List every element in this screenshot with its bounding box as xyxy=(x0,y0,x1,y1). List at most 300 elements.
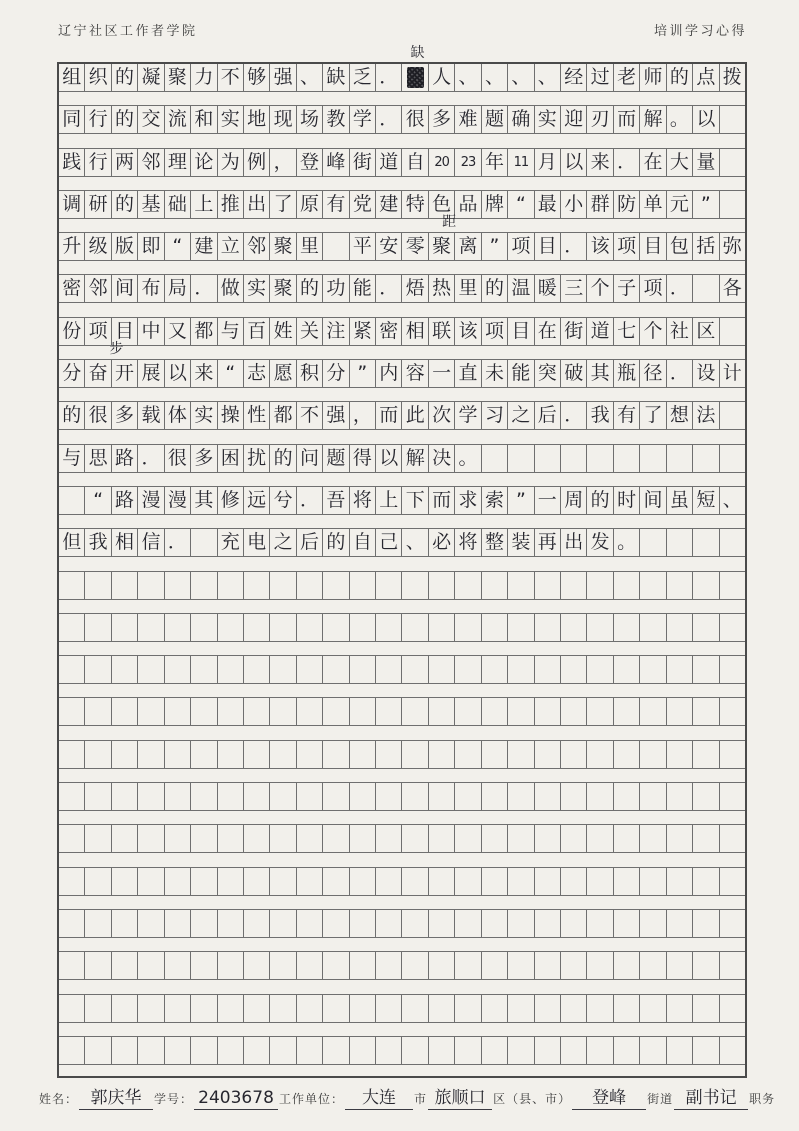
grid-cell xyxy=(482,995,508,1022)
grid-cell xyxy=(429,656,455,683)
row-gap xyxy=(59,515,745,529)
grid-cell: 内 xyxy=(376,360,402,387)
grid-cell: 愿 xyxy=(270,360,296,387)
grid-cell: 一 xyxy=(429,360,455,387)
grid-cell xyxy=(244,995,270,1022)
grid-cell xyxy=(244,1037,270,1064)
grid-cell xyxy=(218,995,244,1022)
grid-cell xyxy=(508,614,534,641)
row-gap xyxy=(59,684,745,698)
grid-cell xyxy=(693,572,719,599)
grid-cell: 性 xyxy=(244,402,270,429)
grid-cell xyxy=(112,825,138,852)
grid-cell xyxy=(402,825,428,852)
grid-cell xyxy=(720,1037,745,1064)
grid-cell xyxy=(667,783,693,810)
grid-cell xyxy=(376,1037,402,1064)
grid-cell: 突 xyxy=(535,360,561,387)
grid-cell: 而 xyxy=(614,106,640,133)
grid-cell: 电 xyxy=(244,529,270,556)
grid-cell: ． xyxy=(138,445,164,472)
grid-cell: 子 xyxy=(614,275,640,302)
grid-cell: 建 xyxy=(376,191,402,218)
grid-cell xyxy=(508,995,534,1022)
grid-cell xyxy=(640,698,666,725)
grid-cell xyxy=(59,614,85,641)
grid-cell xyxy=(535,445,561,472)
grid-cell xyxy=(482,445,508,472)
grid-cell xyxy=(138,698,164,725)
grid-cell xyxy=(244,698,270,725)
grid-cell xyxy=(614,698,640,725)
grid-cell xyxy=(720,783,745,810)
grid-cell xyxy=(693,1037,719,1064)
grid-cell xyxy=(165,952,191,979)
grid-cell xyxy=(297,656,323,683)
grid-cell xyxy=(191,910,217,937)
grid-cell xyxy=(667,741,693,768)
grid-cell: 弥 xyxy=(722,235,742,258)
grid-cell: 兮 xyxy=(270,487,296,514)
grid-cell: 元 xyxy=(667,191,693,218)
grid-cell xyxy=(693,656,719,683)
grid-cell xyxy=(59,910,85,937)
grid-cell xyxy=(376,952,402,979)
grid-cell xyxy=(508,1037,534,1064)
grid-cell: 了 xyxy=(270,191,296,218)
grid-cell xyxy=(376,910,402,937)
grid-cell: 防 xyxy=(614,191,640,218)
grid-cell xyxy=(297,783,323,810)
grid-cell xyxy=(720,698,745,725)
manuscript-grid xyxy=(57,62,747,1078)
grid-cell xyxy=(720,529,745,556)
grid-row xyxy=(59,825,745,853)
grid-cell xyxy=(59,741,85,768)
institution-title: 辽宁社区工作者学院 xyxy=(58,23,198,38)
grid-cell: 其 xyxy=(587,360,613,387)
grid-cell: 瓶 xyxy=(614,360,640,387)
grid-cell: 索 xyxy=(482,487,508,514)
grid-cell: 础 xyxy=(165,191,191,218)
grid-cell: 但 xyxy=(59,529,85,556)
grid-cell xyxy=(218,910,244,937)
grid-cell xyxy=(138,910,164,937)
grid-cell: 局 xyxy=(165,275,191,302)
grid-cell xyxy=(350,825,376,852)
grid-cell xyxy=(614,741,640,768)
grid-cell: 即 xyxy=(138,233,164,260)
grid-cell xyxy=(191,783,217,810)
grid-cell: 多 xyxy=(191,445,217,472)
grid-cell xyxy=(112,868,138,895)
footer-label: 学号： xyxy=(154,1091,194,1106)
grid-cell xyxy=(429,995,455,1022)
grid-cell: 密 xyxy=(376,318,402,345)
grid-cell: 下 xyxy=(402,487,428,514)
grid-cell: 登 xyxy=(297,149,323,176)
grid-cell xyxy=(667,995,693,1022)
grid-cell xyxy=(244,910,270,937)
grid-cell xyxy=(138,825,164,852)
grid-cell: 题 xyxy=(323,445,349,472)
footer-value-underline: 2403678 xyxy=(194,1089,278,1110)
grid-row xyxy=(59,487,745,515)
grid-cell xyxy=(667,445,693,472)
grid-cell: ， xyxy=(270,149,296,176)
grid-cell xyxy=(614,1037,640,1064)
grid-cell xyxy=(270,656,296,683)
grid-cell: 而 xyxy=(429,487,455,514)
grid-cell xyxy=(429,868,455,895)
grid-cell xyxy=(720,445,745,472)
grid-cell xyxy=(508,572,534,599)
grid-cell: 群 xyxy=(587,191,613,218)
row-gap xyxy=(59,557,745,571)
row-gap xyxy=(59,303,745,317)
grid-cell: 来 xyxy=(587,149,613,176)
grid-cell xyxy=(614,445,640,472)
grid-cell xyxy=(720,572,745,599)
grid-cell xyxy=(376,656,402,683)
grid-cell: 单 xyxy=(640,191,666,218)
grid-cell: 个 xyxy=(640,318,666,345)
grid-cell: 目 xyxy=(640,233,666,260)
grid-cell: 牌 xyxy=(482,191,508,218)
grid-cell xyxy=(191,825,217,852)
grid-row xyxy=(59,233,745,261)
grid-cell: 、 xyxy=(482,64,508,91)
grid-cell xyxy=(535,1037,561,1064)
grid-cell xyxy=(270,995,296,1022)
grid-cell: 调 xyxy=(59,191,85,218)
grid-cell xyxy=(59,572,85,599)
grid-cell: 乏 xyxy=(350,64,376,91)
grid-cell: 党 xyxy=(350,191,376,218)
grid-cell xyxy=(429,572,455,599)
grid-cell: 品 xyxy=(455,191,481,218)
grid-cell: 体 xyxy=(165,402,191,429)
grid-cell: ． xyxy=(614,149,640,176)
grid-cell xyxy=(482,910,508,937)
grid-cell: 的 xyxy=(587,487,613,514)
grid-cell: 积 xyxy=(297,360,323,387)
grid-cell xyxy=(429,614,455,641)
grid-cell xyxy=(508,445,534,472)
grid-cell xyxy=(323,741,349,768)
grid-cell xyxy=(535,572,561,599)
grid-cell xyxy=(535,868,561,895)
grid-cell xyxy=(693,952,719,979)
grid-cell xyxy=(508,783,534,810)
grid-cell xyxy=(508,698,534,725)
grid-cell xyxy=(323,614,349,641)
grid-cell xyxy=(350,1037,376,1064)
grid-cell: “ xyxy=(85,487,111,514)
grid-cell: 为 xyxy=(218,149,244,176)
grid-cell: 级 xyxy=(85,233,111,260)
grid-cell xyxy=(191,529,217,556)
grid-cell: 注 xyxy=(323,318,349,345)
grid-cell xyxy=(614,572,640,599)
grid-cell: 教 xyxy=(323,106,349,133)
grid-cell xyxy=(640,1037,666,1064)
grid-cell xyxy=(667,868,693,895)
grid-cell: 能 xyxy=(350,275,376,302)
grid-cell xyxy=(667,910,693,937)
grid-cell xyxy=(191,656,217,683)
grid-cell: 做 xyxy=(218,275,244,302)
grid-cell xyxy=(429,698,455,725)
grid-cell: 该 xyxy=(455,318,481,345)
grid-cell xyxy=(508,910,534,937)
grid-cell xyxy=(59,952,85,979)
grid-cell xyxy=(270,910,296,937)
grid-cell xyxy=(297,1037,323,1064)
grid-row xyxy=(59,360,745,388)
grid-cell xyxy=(455,868,481,895)
grid-row xyxy=(59,910,745,938)
grid-cell: 充 xyxy=(218,529,244,556)
grid-cell: 凝 xyxy=(138,64,164,91)
grid-cell: 的 xyxy=(270,445,296,472)
grid-cell xyxy=(561,868,587,895)
grid-cell xyxy=(614,910,640,937)
grid-cell: 百 xyxy=(244,318,270,345)
footer-label: 区（县、市） xyxy=(493,1091,572,1106)
grid-cell: 力 xyxy=(191,64,217,91)
grid-cell: 再 xyxy=(535,529,561,556)
grid-cell: 后 xyxy=(535,402,561,429)
grid-cell xyxy=(191,614,217,641)
grid-cell xyxy=(667,825,693,852)
row-gap xyxy=(59,811,745,825)
grid-cell xyxy=(482,614,508,641)
grid-cell: 与 xyxy=(218,318,244,345)
grid-cell: 流 xyxy=(165,106,191,133)
grid-cell xyxy=(587,445,613,472)
grid-cell: 扰 xyxy=(244,445,270,472)
grid-cell xyxy=(640,825,666,852)
grid-cell: 。 xyxy=(614,529,640,556)
grid-row xyxy=(59,318,745,346)
grid-cell xyxy=(455,656,481,683)
grid-cell: 其 xyxy=(191,487,217,514)
grid-cell: 道 xyxy=(587,318,613,345)
grid-cell xyxy=(455,741,481,768)
grid-cell xyxy=(693,698,719,725)
grid-cell xyxy=(85,614,111,641)
grid-cell xyxy=(614,868,640,895)
grid-cell: 组 xyxy=(59,64,85,91)
grid-cell xyxy=(165,698,191,725)
grid-cell xyxy=(508,952,534,979)
grid-cell: 学 xyxy=(455,402,481,429)
grid-cell: 温 xyxy=(508,275,534,302)
grid-row xyxy=(59,106,745,134)
grid-cell xyxy=(350,741,376,768)
grid-cell xyxy=(640,952,666,979)
grid-cell xyxy=(218,614,244,641)
grid-cell: 的 xyxy=(667,64,693,91)
grid-cell xyxy=(218,1037,244,1064)
grid-cell xyxy=(455,783,481,810)
grid-cell xyxy=(455,572,481,599)
grid-cell xyxy=(508,868,534,895)
grid-cell: 月 xyxy=(535,149,561,176)
grid-cell: 、 xyxy=(722,488,742,511)
grid-cell xyxy=(402,995,428,1022)
grid-cell xyxy=(455,825,481,852)
grid-cell xyxy=(376,698,402,725)
grid-cell: 紧 xyxy=(350,318,376,345)
grid-cell xyxy=(191,698,217,725)
grid-cell xyxy=(640,529,666,556)
grid-cell xyxy=(323,1037,349,1064)
grid-cell xyxy=(350,614,376,641)
grid-cell xyxy=(535,783,561,810)
grid-cell: 来 xyxy=(191,360,217,387)
grid-cell xyxy=(482,952,508,979)
grid-cell xyxy=(376,741,402,768)
grid-cell: 分 xyxy=(59,360,85,387)
grid-cell xyxy=(667,529,693,556)
footer-label: 职务 xyxy=(749,1091,776,1106)
footer-label: 工作单位： xyxy=(279,1091,345,1106)
grid-cell xyxy=(429,952,455,979)
grid-cell xyxy=(482,1037,508,1064)
grid-cell: 都 xyxy=(191,318,217,345)
grid-row xyxy=(59,572,745,600)
grid-cell: 不 xyxy=(297,402,323,429)
grid-cell xyxy=(720,825,745,852)
grid-cell: 项 xyxy=(614,233,640,260)
grid-cell xyxy=(455,698,481,725)
grid-cell xyxy=(455,952,481,979)
grid-cell xyxy=(270,783,296,810)
grid-cell xyxy=(297,825,323,852)
grid-cell xyxy=(720,106,745,133)
grid-cell: 周 xyxy=(561,487,587,514)
grid-cell xyxy=(587,995,613,1022)
grid-cell: 很 xyxy=(402,106,428,133)
grid-cell xyxy=(350,868,376,895)
grid-cell: 和 xyxy=(191,106,217,133)
grid-cell xyxy=(376,614,402,641)
grid-cell xyxy=(693,825,719,852)
grid-cell xyxy=(720,995,745,1022)
grid-cell: 时 xyxy=(614,487,640,514)
grid-cell xyxy=(138,868,164,895)
row-gap xyxy=(59,642,745,656)
grid-cell xyxy=(587,698,613,725)
grid-cell: 又 xyxy=(165,318,191,345)
grid-cell xyxy=(218,952,244,979)
row-gap xyxy=(59,1023,745,1037)
row-gap xyxy=(59,134,745,148)
grid-cell xyxy=(165,910,191,937)
correction-annotation: 距 xyxy=(442,214,457,231)
grid-cell: 版 xyxy=(112,233,138,260)
grid-cell: 建 xyxy=(191,233,217,260)
row-gap xyxy=(59,1065,745,1078)
grid-cell xyxy=(59,487,85,514)
grid-cell: 现 xyxy=(270,106,296,133)
grid-cell xyxy=(191,1037,217,1064)
grid-cell: 志 xyxy=(244,360,270,387)
grid-cell: 目 xyxy=(508,318,534,345)
grid-cell xyxy=(323,825,349,852)
grid-cell xyxy=(323,783,349,810)
grid-cell xyxy=(112,1037,138,1064)
grid-cell xyxy=(561,698,587,725)
grid-cell xyxy=(323,698,349,725)
grid-cell: 够 xyxy=(244,64,270,91)
grid-cell xyxy=(270,572,296,599)
grid-cell xyxy=(297,741,323,768)
grid-cell: 特 xyxy=(402,191,428,218)
grid-cell: 有 xyxy=(614,402,640,429)
grid-cell xyxy=(270,868,296,895)
grid-cell xyxy=(535,698,561,725)
grid-cell xyxy=(323,952,349,979)
grid-cell xyxy=(138,783,164,810)
grid-cell xyxy=(112,952,138,979)
grid-cell: 目 xyxy=(535,233,561,260)
grid-cell: 经 xyxy=(561,64,587,91)
grid-cell: 分 xyxy=(323,360,349,387)
grid-cell: 不 xyxy=(218,64,244,91)
grid-cell: 老 xyxy=(614,64,640,91)
grid-cell xyxy=(640,868,666,895)
grid-cell: 载 xyxy=(138,402,164,429)
grid-cell xyxy=(191,868,217,895)
grid-cell xyxy=(561,995,587,1022)
grid-cell xyxy=(587,741,613,768)
grid-cell: 实 xyxy=(218,106,244,133)
grid-cell: 小 xyxy=(561,191,587,218)
row-gap xyxy=(59,896,745,910)
grid-cell: 法 xyxy=(693,402,719,429)
grid-cell: 间 xyxy=(640,487,666,514)
grid-cell: 的 xyxy=(112,64,138,91)
grid-cell: “ xyxy=(508,191,534,218)
grid-cell: 场 xyxy=(297,106,323,133)
grid-row xyxy=(59,64,745,92)
grid-cell xyxy=(482,656,508,683)
grid-cell: 道 xyxy=(376,149,402,176)
footer-value-underline: 旅顺口 xyxy=(428,1089,492,1110)
grid-cell: “ xyxy=(218,360,244,387)
grid-cell xyxy=(85,656,111,683)
grid-cell xyxy=(350,656,376,683)
grid-cell xyxy=(561,825,587,852)
grid-cell: 零 xyxy=(402,233,428,260)
grid-cell: 两 xyxy=(112,149,138,176)
grid-cell: 强 xyxy=(323,402,349,429)
grid-cell: 想 xyxy=(667,402,693,429)
grid-cell: 能 xyxy=(508,360,534,387)
grid-cell xyxy=(59,656,85,683)
grid-cell xyxy=(640,995,666,1022)
footer-value-underline: 副书记 xyxy=(674,1089,748,1110)
grid-cell: 同 xyxy=(59,106,85,133)
grid-cell: 解 xyxy=(640,106,666,133)
grid-cell: 在 xyxy=(535,318,561,345)
row-gap xyxy=(59,473,745,487)
grid-cell: 很 xyxy=(85,402,111,429)
grid-cell xyxy=(138,952,164,979)
